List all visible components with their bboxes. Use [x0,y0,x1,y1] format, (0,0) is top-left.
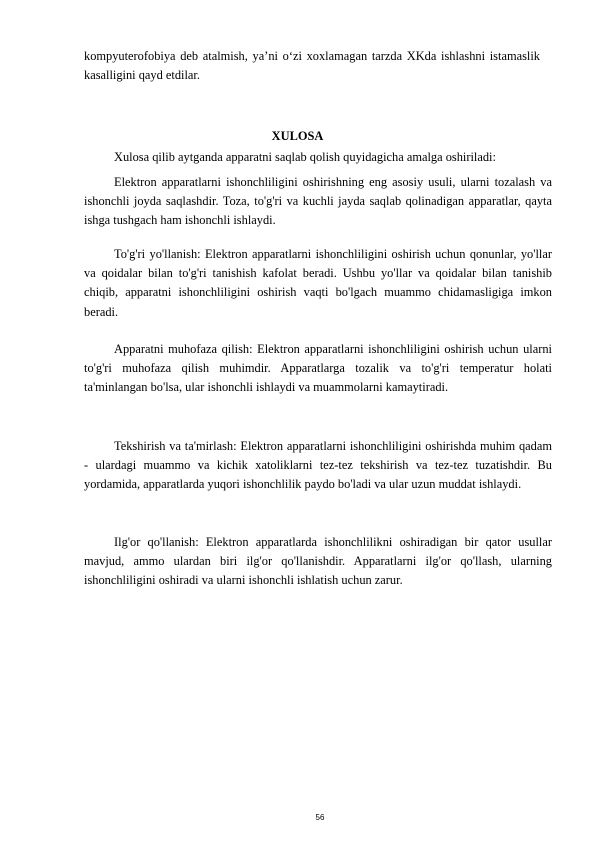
conclusion-paragraph-5: Tekshirish va ta'mirlash: Elektron apparatlarni ishonchliligini oshirishda muhim qadam - ulardagi muammo va kichik xatoliklarni tez-tez tekshirish va tez-tez tuzatishdir. Bu yordamida, apparatlarda yuqori ishonchlilik paydo bo'ladi va ular uzun muddat ishlaydi. [84,439,552,492]
conclusion-paragraph-3: To'g'ri yo'llanish: Elektron apparatlarni ishonchliligini oshirish uchun qonunlar, yo'llar va qoidalar bilan to'g'ri tanishish kafolat beradi. Ushbu yo'llar va qoidalar bilan tanishib chiqib, apparatni ishonchliligini oshirish vaqti bo'lgach muammo chidamasligiga imkon beradi. [84,247,552,319]
conclusion-paragraph-6: Ilg'or qo'llanish: Elektron apparatlarda ishonchlilikni oshiradigan bir qator usullar mavjud, ammo ulardan biri ilg'or qo'llanishdir. Apparatlarni ilg'or qo'llash, ularning ishonchliligini oshiradi va ularni ishonchli ishlatish uchun zarur. [84,535,552,588]
conclusion-paragraph-1: Xulosa qilib aytganda apparatni saqlab qolish quyidagicha amalga oshiriladi: [114,150,496,164]
intro-paragraph: kompyuterofobiya deb atalmish, ya’ni o‘zi xoxlamagan tarzda XKda ishlashni istamaslik kasalligini qayd etdilar. [84,49,540,83]
conclusion-paragraph-2: Elektron apparatlarni ishonchliligini oshirishning eng asosiy usuli, ularni tozalash va ishonchli joyda saqlashdir. Toza, to'g'ri va kuchli jayda saqlab qolinadigan apparatlar, qayta ishga tushgach ham ishonchli ishlaydi. [84,175,552,228]
page-number: 56 [315,813,325,822]
conclusion-paragraph-4: Apparatni muhofaza qilish: Elektron apparatlarni ishonchliligini oshirish uchun ularni to'g'ri muhofaza qilish muhimdir. Apparatlarga tozalik va to'g'ri temperatur holati ta'minlangan bo'lsa, ular ishonchli ishlaydi va muammolarni kamaytiradi. [84,342,552,395]
section-heading: XULOSA [271,129,324,143]
